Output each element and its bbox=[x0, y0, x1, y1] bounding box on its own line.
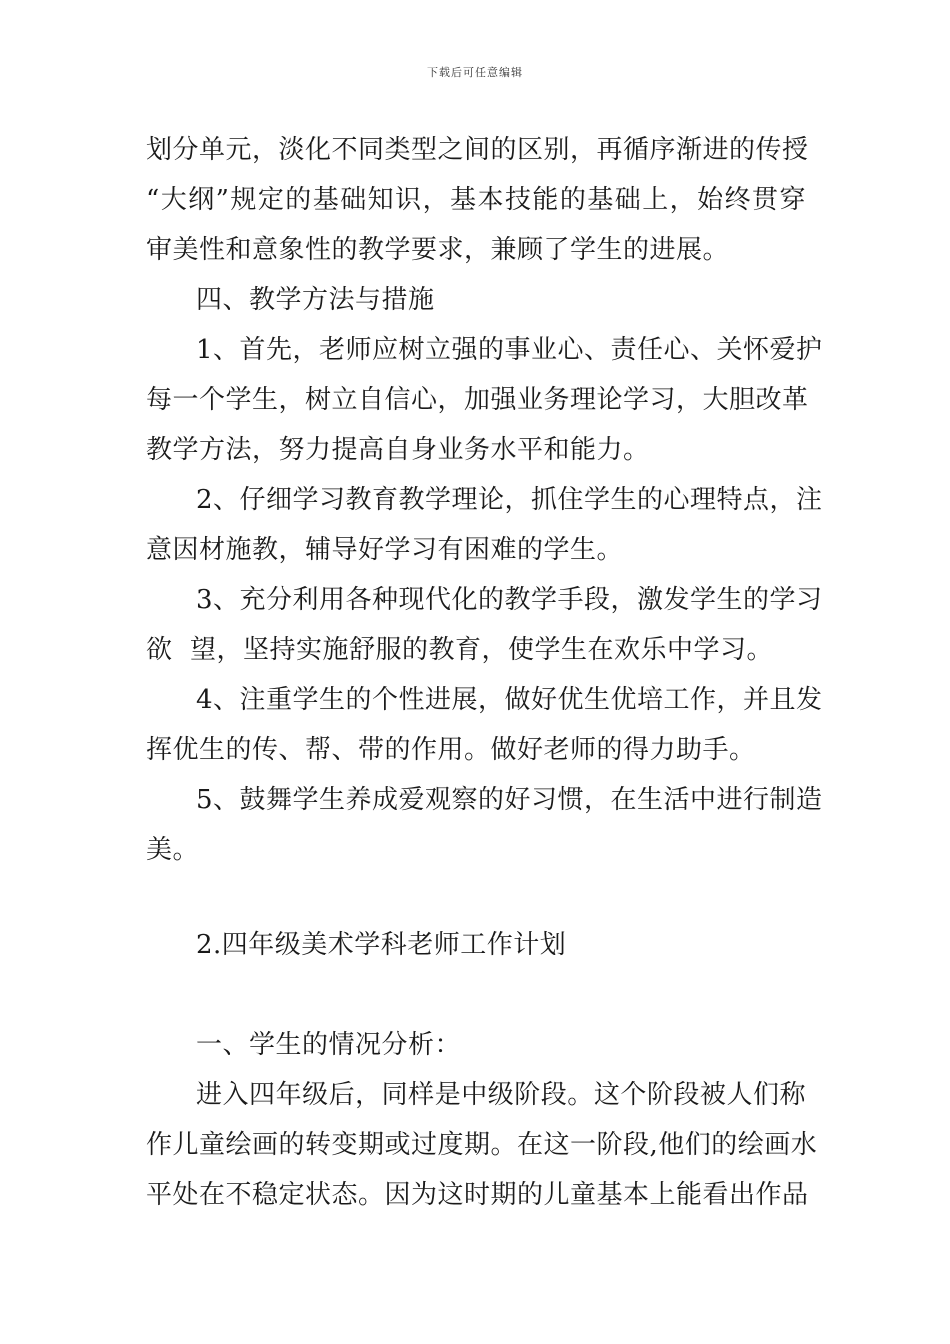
text-line: 5、鼓舞学生养成爱观察的好习惯，在生活中进行制造 bbox=[196, 785, 823, 815]
text-line: 进入四年级后，同样是中级阶段。这个阶段被人们称 bbox=[196, 1080, 806, 1110]
text-line: 4、注重学生的个性进展，做好优生优培工作，并且发 bbox=[196, 685, 823, 715]
text-line: 审美性和意象性的教学要求，兼顾了学生的进展。 bbox=[146, 235, 730, 265]
text-line: 1、首先，老师应树立强的事业心、责任心、关怀爱护 bbox=[196, 335, 823, 365]
text-line: 美。 bbox=[146, 835, 200, 865]
text-line: “大纲”规定的基础知识，基本技能的基础上，始终贯穿 bbox=[146, 185, 806, 215]
text-line: 平处在不稳定状态。因为这时期的儿童基本上能看出作品 bbox=[146, 1180, 809, 1210]
section-title: 2.四年级美术学科老师工作计划 bbox=[196, 930, 567, 960]
text-line: 教学方法，努力提高自身业务水平和能力。 bbox=[146, 435, 650, 465]
section-heading: 一、学生的情况分析： bbox=[196, 1030, 462, 1060]
text-line: 作儿童绘画的转变期或过度期。在这一阶段,他们的绘画水 bbox=[146, 1130, 818, 1160]
text-line: 意因材施教，辅导好学习有困难的学生。 bbox=[146, 535, 624, 565]
text-line: 欲 望，坚持实施舒服的教育，使学生在欢乐中学习。 bbox=[146, 635, 774, 665]
text-line: 2、仔细学习教育教学理论，抓住学生的心理特点，注 bbox=[196, 485, 823, 515]
page-header-note: 下载后可任意编辑 bbox=[427, 66, 523, 79]
text-line: 划分单元，淡化不同类型之间的区别，再循序渐进的传授 bbox=[146, 135, 809, 165]
text-line: 挥优生的传、帮、带的作用。做好老师的得力助手。 bbox=[146, 735, 756, 765]
text-line: 每一个学生，树立自信心，加强业务理论学习，大胆改革 bbox=[146, 385, 809, 415]
section-heading: 四、教学方法与措施 bbox=[196, 285, 435, 315]
text-line: 3、充分利用各种现代化的教学手段，激发学生的学习 bbox=[196, 585, 823, 615]
